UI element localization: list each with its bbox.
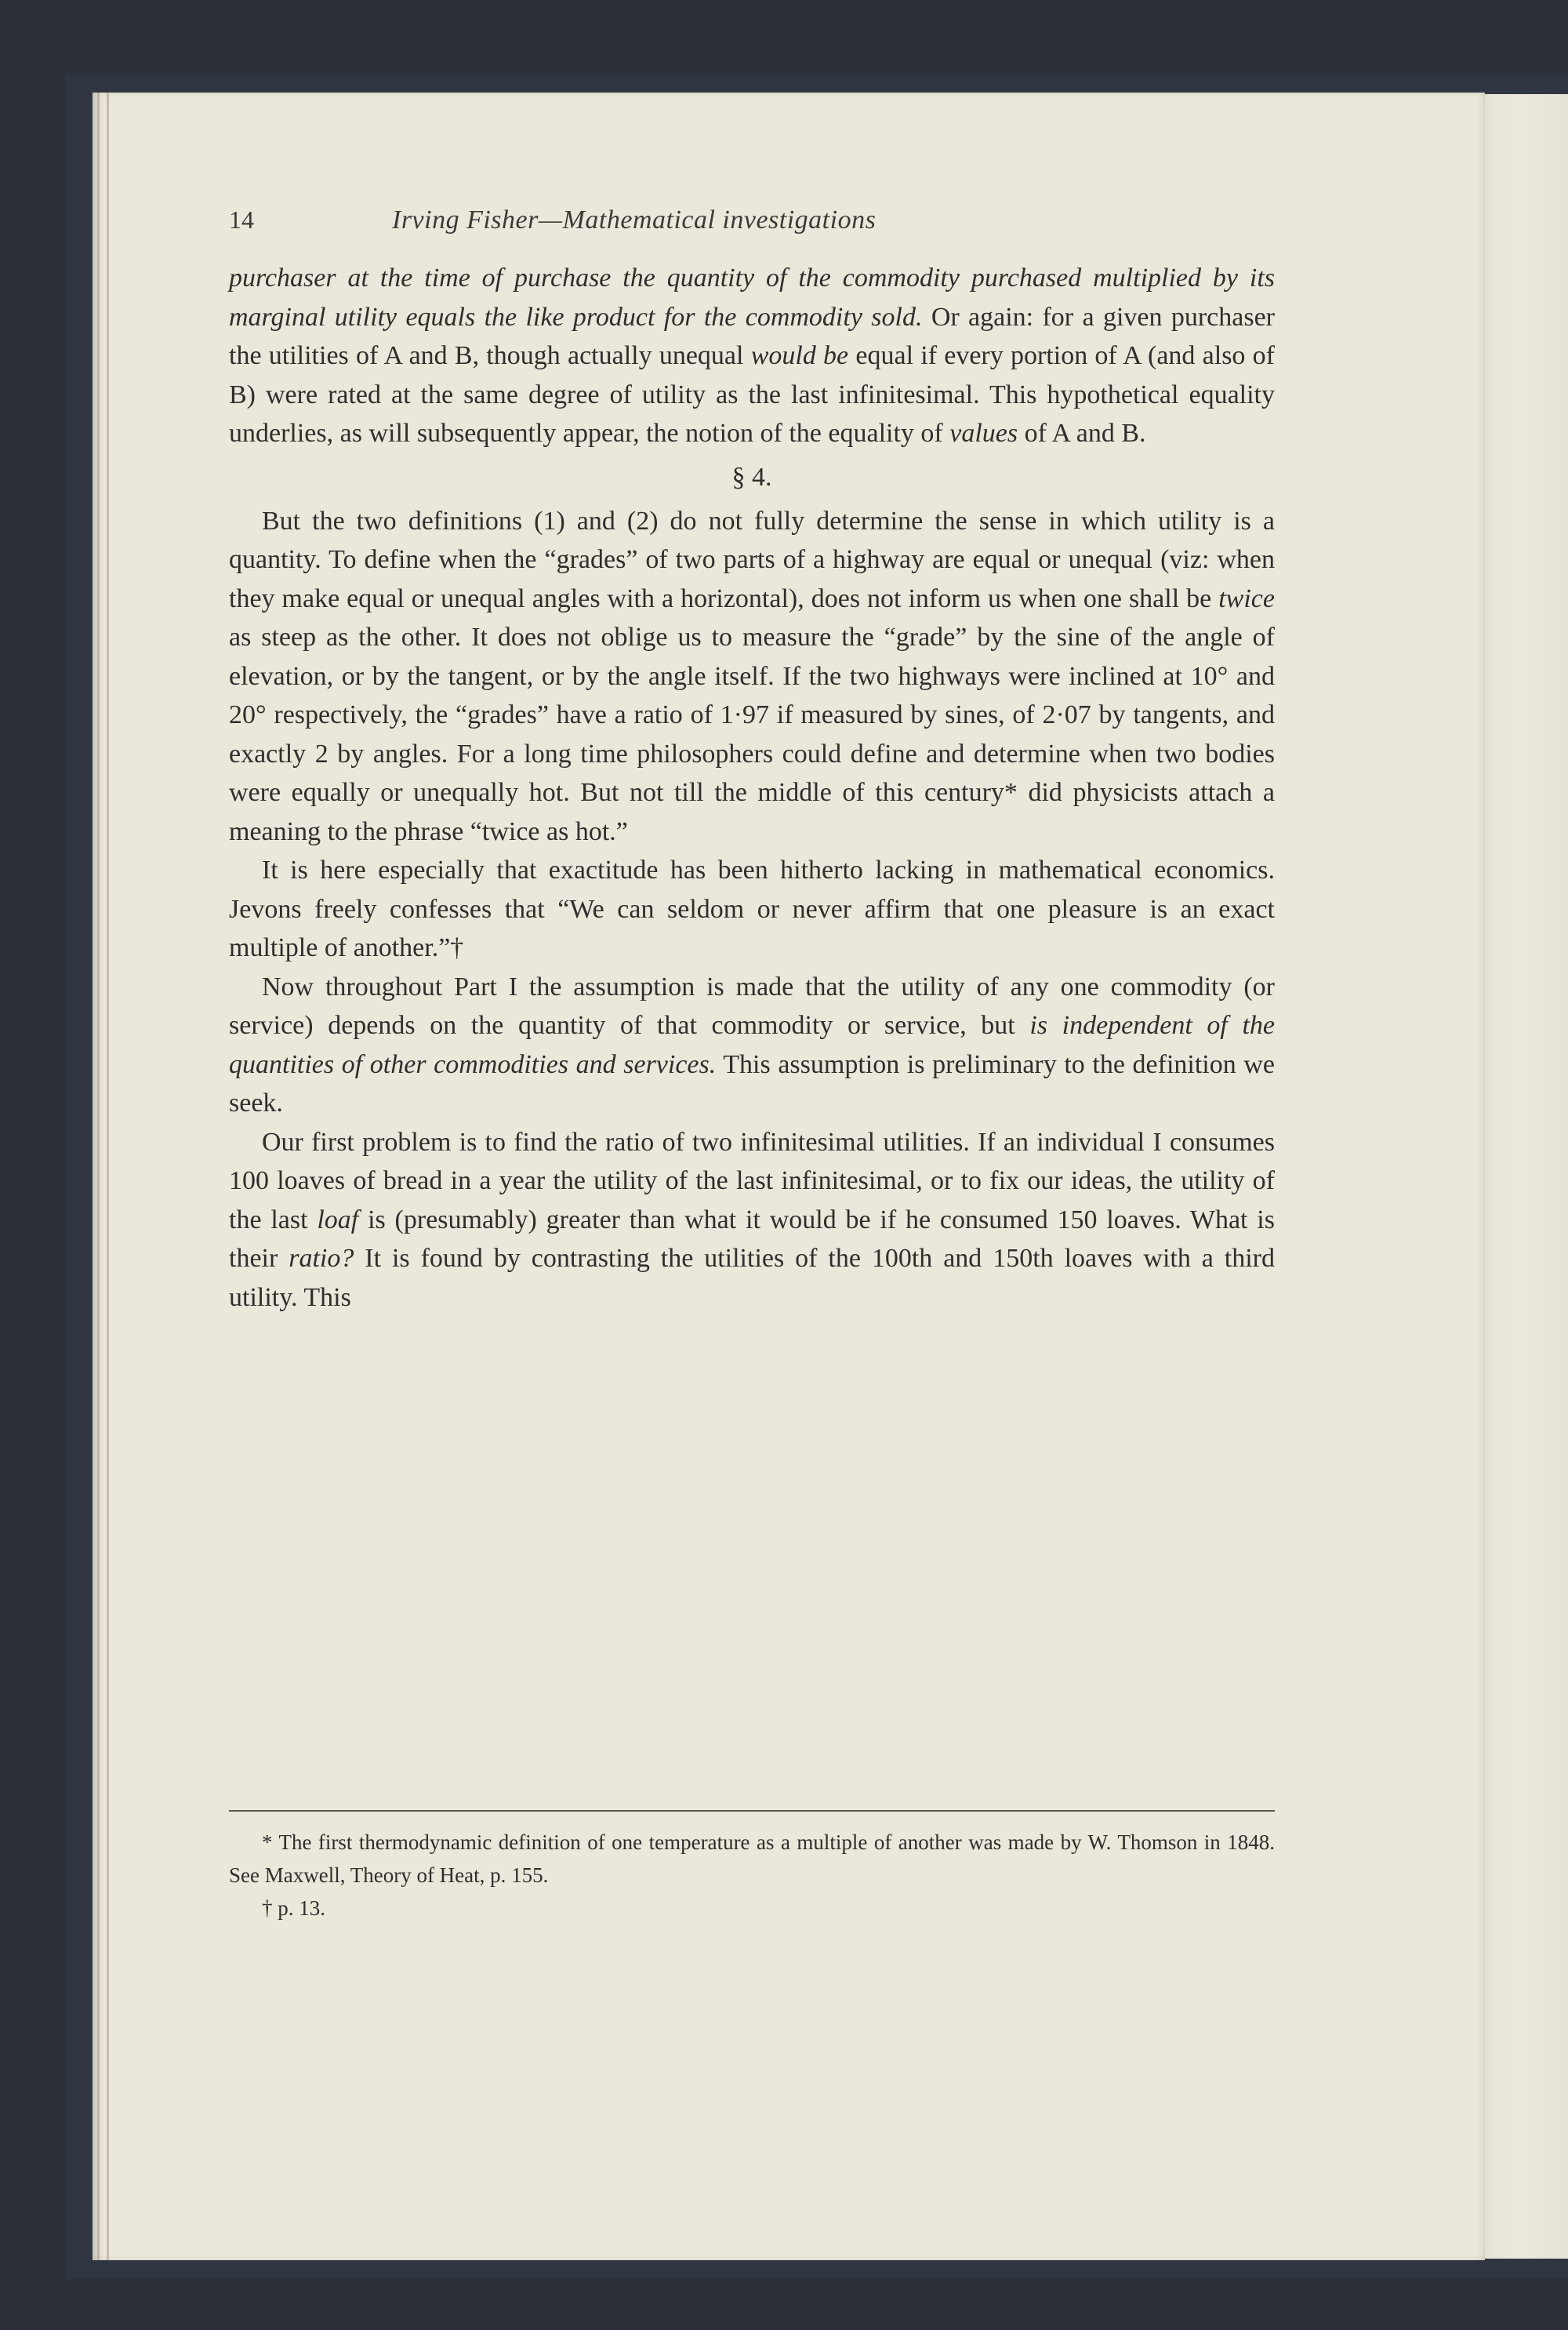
- text-run: It is found by contrasting the utilities of the 100th and 150th loaves with a third utility. This: [229, 1244, 1275, 1312]
- text-run: equal if every portion of A (and also of B) were rated at the same degree of utility as the last infinitesimal. This hypothetical equality underlies, as will subsequently appear, the notion of the equality of: [229, 341, 1275, 448]
- italic-text: would be: [750, 341, 849, 370]
- paragraph: [229, 1123, 1275, 1318]
- italic-text: purchaser at the time of purchase the quantity of the commodity purchased multiplied by its marginal utility equals the like product for the commodity sold.: [229, 264, 1275, 332]
- text-run: It is here especially that exactitude has been hitherto lacking in mathematical economics. Jevons freely confesses that “We can seldom or never affirm that one pleasure is an exact multiple of another.”†: [229, 856, 1275, 962]
- paragraph: [229, 502, 1275, 852]
- body-text: [229, 259, 1275, 1317]
- italic-text: loaf: [317, 1205, 359, 1234]
- text-run: But the two definitions (1) and (2) do not fully determine the sense in which utility is a quantity. To define when the “grades” of two parts of a highway are equal or unequal (viz: when they make equal or unequal angles with a horizontal), does not inform us when one shall be: [229, 506, 1275, 613]
- italic-text: ratio?: [289, 1244, 354, 1273]
- italic-text: is independent of the quantities of other commodities and services.: [229, 1011, 1276, 1079]
- footnote: * The first thermodynamic definition of one temperature as a multiple of another was made by W. Thomson in 1848. See Maxwell, Theory of Heat, p. 155.: [229, 1830, 1275, 1887]
- text-run: of A and B.: [1018, 419, 1146, 448]
- page-gutter-line: [97, 93, 100, 2260]
- paragraph: [229, 968, 1275, 1123]
- footnote-divider: [229, 1810, 1275, 1812]
- text-run: as steep as the other. It does not oblige us to measure the “grade” by the sine of the angle of elevation, or by the tangent, or by the angle itself. If the two highways were inclined at 10° and 20° respectively, the “grades” have a ratio of 1·97 if measured by sines, of 2·07 by tangents, and exactly 2 by angles. For a long time philosophers could define and determine when two bodies were equally or unequally hot. But not till the middle of this century* did physicists attach a meaning to the phrase “twice as hot.”: [229, 623, 1275, 846]
- running-title: Irving Fisher—Mathematical investigations: [392, 205, 877, 234]
- paragraph: [229, 851, 1275, 968]
- italic-text: twice: [1218, 583, 1275, 613]
- footnotes: [229, 1826, 1275, 1925]
- paragraph: [229, 259, 1275, 453]
- page-number: 14: [229, 205, 254, 234]
- text-run: Now throughout Part I the assumption is made that the utility of any one commodity (or service) depends on the quantity of that commodity or service, but: [229, 972, 1275, 1040]
- page-header: [229, 198, 1275, 242]
- text-run: This assumption is preliminary to the definition we seek.: [229, 1049, 1276, 1118]
- italic-text: values: [949, 419, 1018, 448]
- next-page-edge: [1474, 94, 1568, 2259]
- page-gutter-line: [107, 93, 109, 2260]
- section-heading: § 4.: [731, 462, 772, 492]
- text-run: Our first problem is to find the ratio of two infinitesimal utilities. If an individual I consumes 100 loaves of bread in a year the utility of the last infinitesimal, or to fix our ideas, the utility of the last: [229, 1127, 1275, 1234]
- text-run: Or again: for a given purchaser the utilities of A and B, though actually unequal: [229, 302, 1275, 370]
- text-run: is (presumably) greater than what it would be if he consumed 150 loaves. What is their: [229, 1205, 1275, 1273]
- footnote: † p. 13.: [262, 1896, 325, 1920]
